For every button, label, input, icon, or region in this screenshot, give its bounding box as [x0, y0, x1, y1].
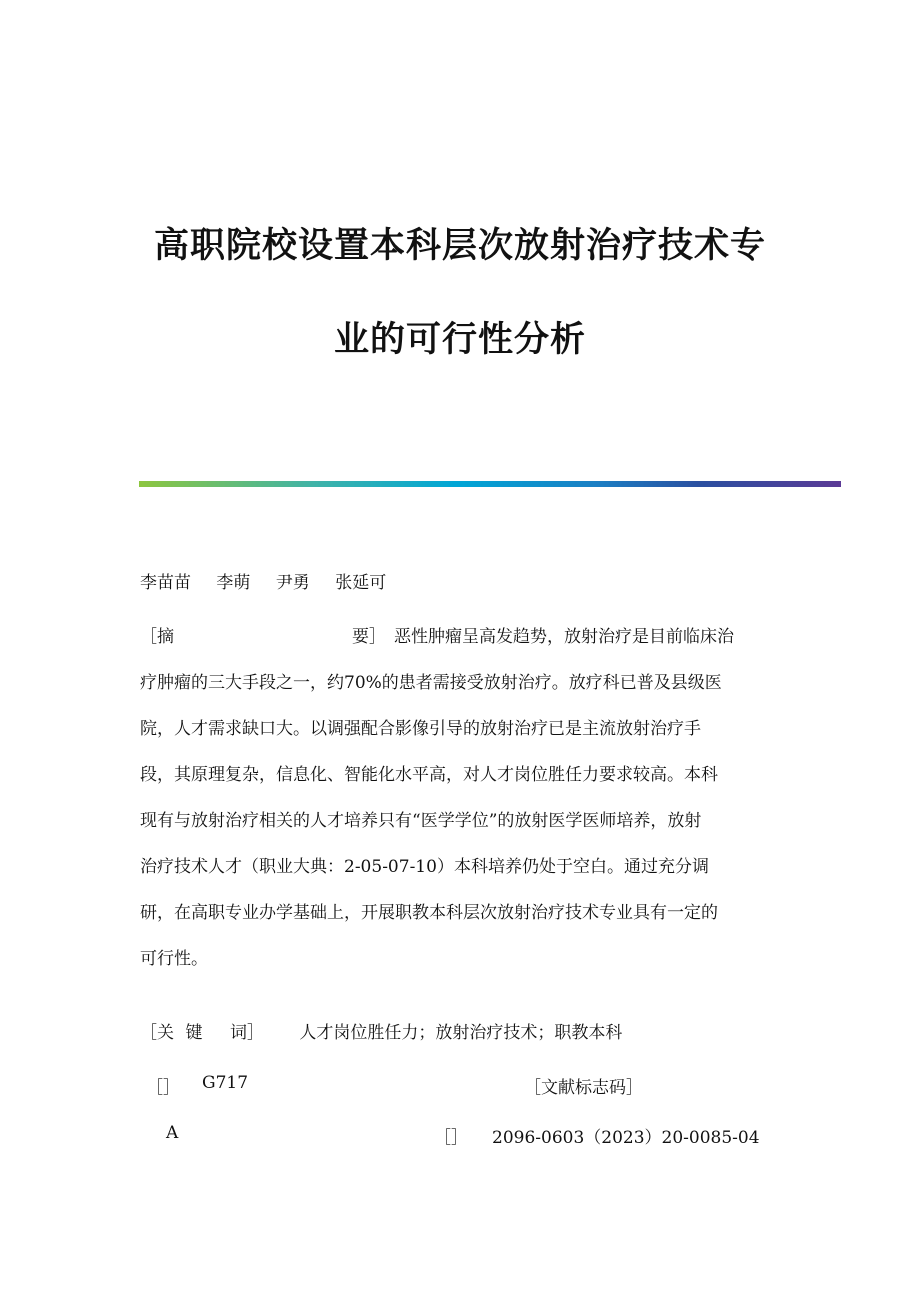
- keywords: [140, 1018, 622, 1043]
- article-label: ［］: [434, 1128, 468, 1148]
- abstract-text: 恶性肿瘤呈高发趋势，放射治疗是目前临床治: [394, 627, 734, 647]
- abstract-line: 现有与放射治疗相关的人才培养只有“医学学位”的放射医学医师培养，放射: [140, 811, 702, 831]
- abstract-label: [140, 624, 394, 650]
- author-name: 李苗苗: [140, 573, 191, 593]
- keywords-text: 人才岗位胜任力；放射治疗技术；职教本科: [299, 1023, 623, 1043]
- doc-code-label: ［文献标志码］: [524, 1078, 643, 1098]
- abstract-line: 治疗技术人才（职业大典：2-05-07-10）本科培养仍处于空白。通过充分调: [140, 857, 709, 877]
- abstract-label-close: 要］: [352, 627, 386, 647]
- author-list: [140, 568, 406, 593]
- clc-label: ［］: [146, 1078, 180, 1098]
- title-line-1: 高职院校设置本科层次放射治疗技术专: [153, 226, 766, 266]
- abstract-line: 研，在高职专业办学基础上，开展职教本科层次放射治疗技术专业具有一定的: [140, 903, 718, 923]
- abstract-line: 可行性。: [140, 949, 208, 969]
- abstract-line: 疗肿瘤的三大手段之一，约70%的患者需接受放射治疗。放疗科已普及县级医: [140, 673, 722, 693]
- doc-code-value: A: [166, 1123, 179, 1143]
- abstract-line: 院，人才需求缺口大。以调强配合影像引导的放射治疗已是主流放射治疗手: [140, 719, 701, 739]
- abstract: [140, 624, 780, 992]
- keywords-label-1: ［关: [140, 1023, 174, 1043]
- abstract-line: [140, 624, 780, 670]
- author-name: 尹勇: [275, 573, 310, 593]
- abstract-label-open: ［摘: [140, 627, 174, 647]
- gradient-divider: [139, 481, 841, 487]
- author-name: 张延可: [335, 573, 387, 593]
- title-line-2: 业的可行性分析: [333, 320, 586, 360]
- clc-value: G717: [202, 1073, 249, 1093]
- abstract-line: 段，其原理复杂，信息化、智能化水平高，对人才岗位胜任力要求较高。本科: [140, 765, 718, 785]
- author-name: 李萌: [216, 573, 251, 593]
- keywords-label-2: 键: [185, 1023, 203, 1043]
- keywords-label-3: 词］: [230, 1023, 264, 1043]
- article-value: 2096-0603（2023）20-0085-04: [492, 1128, 760, 1148]
